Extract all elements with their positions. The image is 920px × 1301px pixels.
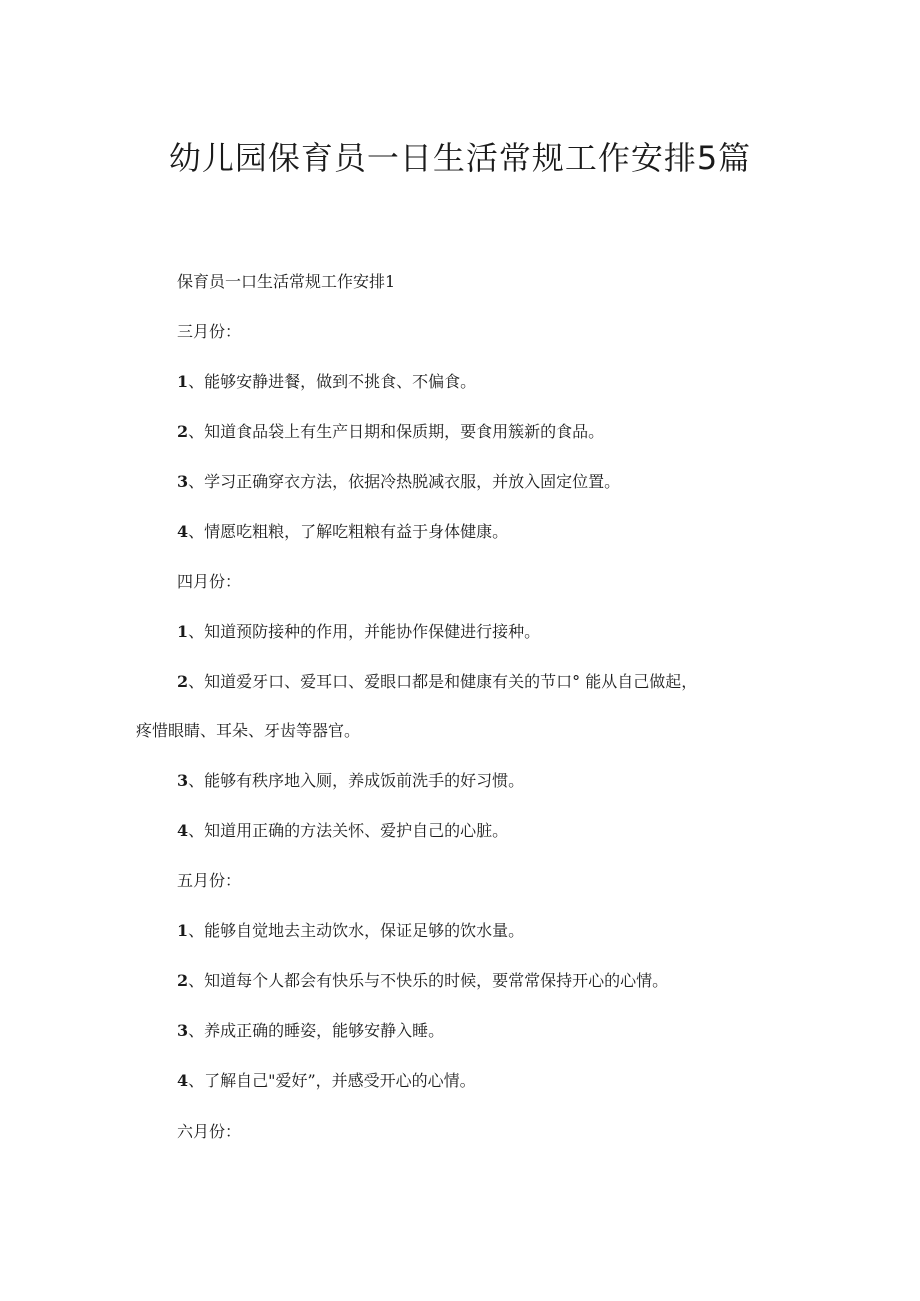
month-heading-may: 五月份： xyxy=(177,871,242,890)
item-number: 1 xyxy=(177,622,189,641)
list-item xyxy=(177,769,524,793)
list-item xyxy=(177,1069,476,1093)
item-text: 、知道每个人都会有快乐与不快乐的时候，要常常保持开心的心情。 xyxy=(188,971,669,990)
item-number: 2 xyxy=(177,971,189,990)
item-number: 2 xyxy=(177,672,189,691)
item-text: 、学习正确穿衣方法，依据冷热脱减衣服，并放入固定位置。 xyxy=(188,472,621,491)
item-number: 3 xyxy=(177,1021,189,1040)
item-number: 3 xyxy=(177,472,189,491)
list-item xyxy=(177,520,508,544)
list-item xyxy=(177,969,668,993)
item-text: 、知道爱牙口、爱耳口、爱眼口都是和健康有关的节口° 能从自己做起， xyxy=(188,672,698,691)
item-number: 4 xyxy=(177,522,189,541)
month-heading-april: 四月份： xyxy=(177,572,242,591)
month-heading-march: 三月份： xyxy=(177,322,242,341)
item-text: 、情愿吃粗粮，了解吃粗粮有益于身体健康。 xyxy=(188,522,509,541)
list-item-continuation: 疼惜眼睛、耳朵、牙齿等器官。 xyxy=(136,721,361,740)
list-item xyxy=(177,470,620,494)
list-item xyxy=(177,919,524,943)
month-heading-june: 六月份： xyxy=(177,1122,242,1141)
item-text: 、能够有秩序地入厕，养成饭前洗手的好习惯。 xyxy=(188,771,525,790)
item-number: 4 xyxy=(177,821,189,840)
list-item xyxy=(177,370,476,394)
section-heading: 保育员一口生活常规工作安排1 xyxy=(177,272,396,291)
item-number: 2 xyxy=(177,422,189,441)
list-item xyxy=(177,620,540,644)
document-title: 幼儿园保育员一日生活常规工作安排5篇 xyxy=(168,139,752,177)
item-text: 、养成正确的睡姿，能够安静入睡。 xyxy=(188,1021,445,1040)
list-item xyxy=(177,420,604,444)
item-text: 、知道用正确的方法关怀、爱护自己的心脏。 xyxy=(188,821,509,840)
item-text: 、了解自己"爱好”，并感受开心的心情。 xyxy=(188,1071,476,1090)
item-number: 1 xyxy=(177,372,189,391)
item-text: 、知道食品袋上有生产日期和保质期，要食用簇新的食品。 xyxy=(188,422,605,441)
list-item xyxy=(177,670,697,694)
item-text: 、知道预防接种的作用，并能协作保健进行接种。 xyxy=(188,622,541,641)
list-item xyxy=(177,819,508,843)
list-item xyxy=(177,1019,444,1043)
item-number: 1 xyxy=(177,921,189,940)
item-text: 、能够安静进餐，做到不挑食、不偏食。 xyxy=(188,372,477,391)
item-number: 3 xyxy=(177,771,189,790)
item-number: 4 xyxy=(177,1071,189,1090)
item-text: 、能够自觉地去主动饮水，保证足够的饮水量。 xyxy=(188,921,525,940)
